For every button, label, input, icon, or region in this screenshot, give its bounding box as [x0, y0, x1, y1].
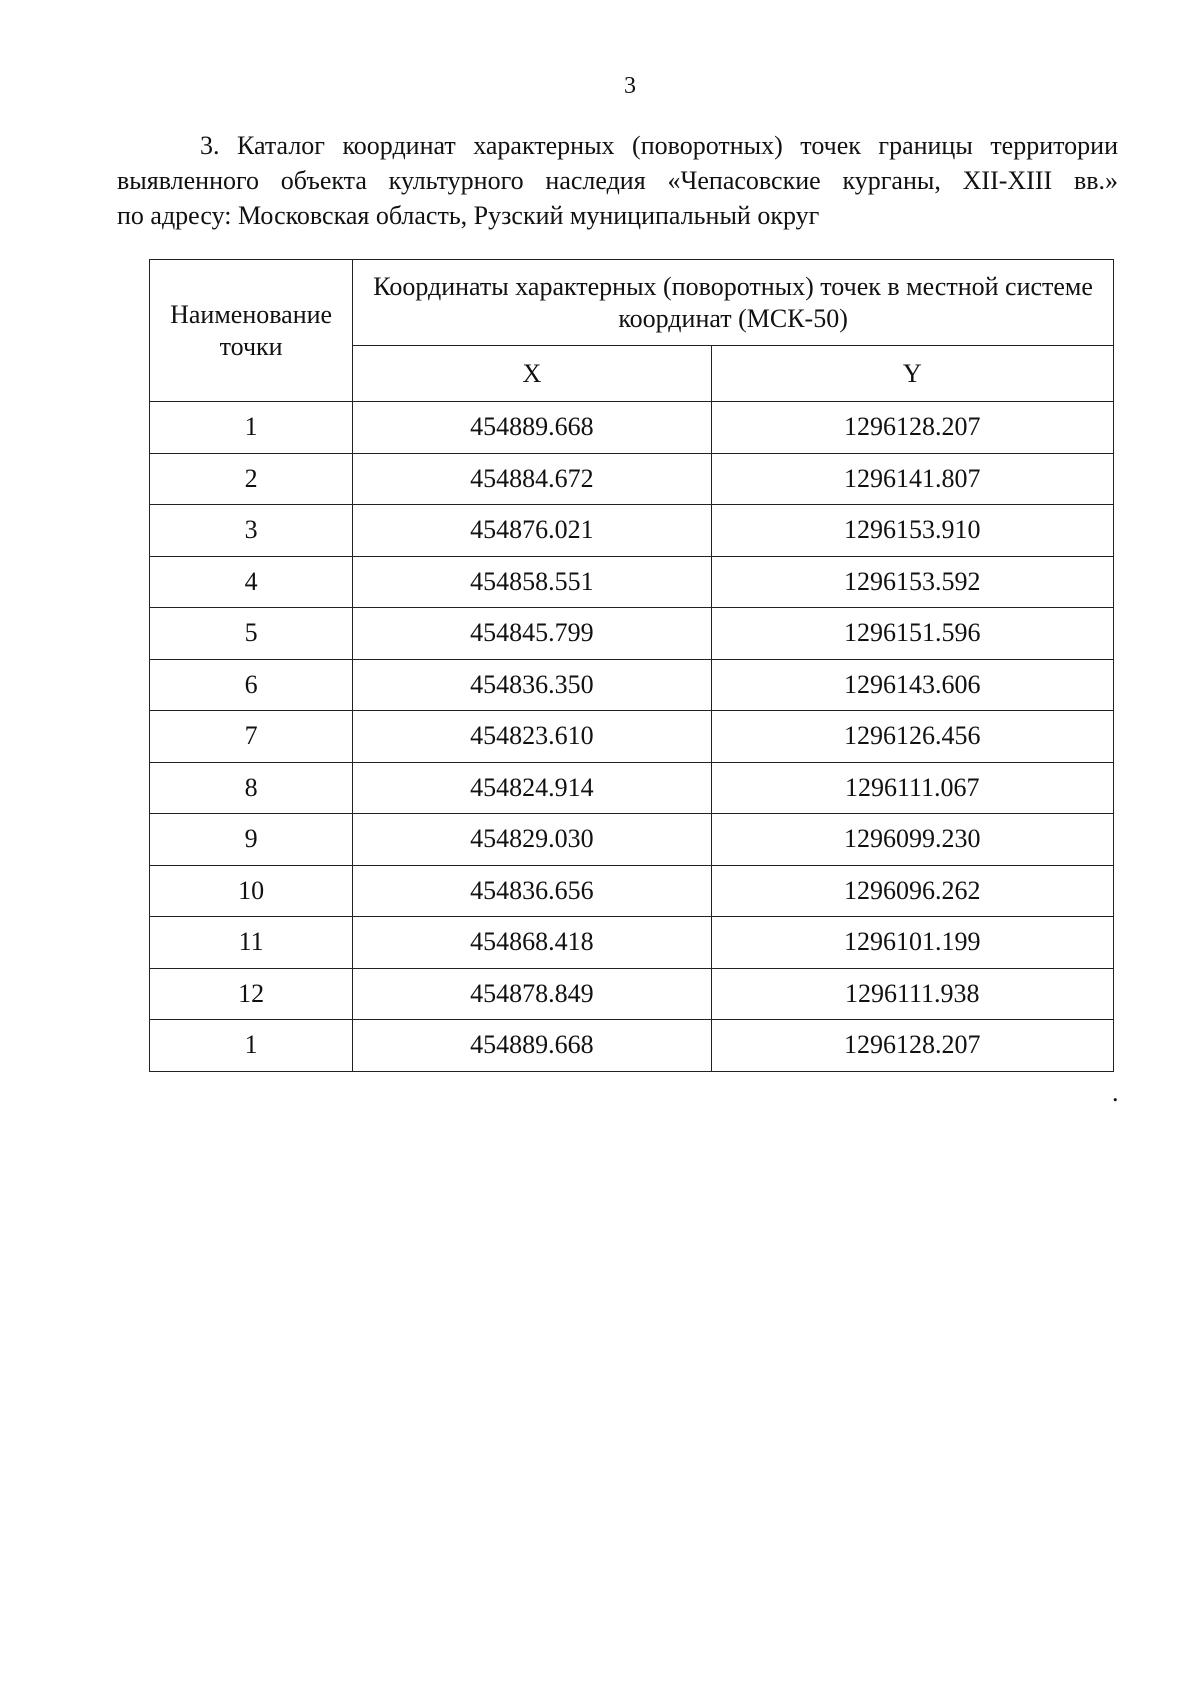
trailing-period: .	[1112, 1078, 1119, 1107]
table-row	[150, 917, 1114, 969]
point-name: 12	[150, 968, 353, 1020]
point-name: 4	[150, 556, 353, 608]
header-point-name: Наименование точки	[150, 260, 353, 402]
table-row	[150, 402, 1114, 454]
table-row	[150, 556, 1114, 608]
coord-y: 1296111.067	[711, 762, 1113, 814]
coord-y: 1296143.606	[711, 659, 1113, 711]
coord-y: 1296096.262	[711, 865, 1113, 917]
point-name: 10	[150, 865, 353, 917]
point-name: 6	[150, 659, 353, 711]
point-name: 5	[150, 608, 353, 660]
table-row	[150, 865, 1114, 917]
table-row	[150, 505, 1114, 557]
coordinates-table	[149, 259, 1114, 1072]
coord-y: 1296151.596	[711, 608, 1113, 660]
table-row	[150, 608, 1114, 660]
coord-y: 1296153.910	[711, 505, 1113, 557]
coord-x: 454876.021	[353, 505, 711, 557]
heading-line-1: 3. Каталог координат характерных (поворотных) точек границы территории	[200, 131, 1118, 160]
coord-x: 454884.672	[353, 453, 711, 505]
page-number: 3	[624, 73, 636, 99]
coord-x: 454823.610	[353, 711, 711, 763]
coord-y: 1296128.207	[711, 1020, 1113, 1072]
coord-x: 454845.799	[353, 608, 711, 660]
heading-line-3: по адресу: Московская область, Рузский муниципальный округ	[117, 201, 820, 230]
coord-x: 454836.656	[353, 865, 711, 917]
point-name: 8	[150, 762, 353, 814]
coord-x: 454858.551	[353, 556, 711, 608]
table-row	[150, 814, 1114, 866]
point-name: 7	[150, 711, 353, 763]
coord-y: 1296141.807	[711, 453, 1113, 505]
table-row	[150, 659, 1114, 711]
coord-y: 1296153.592	[711, 556, 1113, 608]
coord-y: 1296128.207	[711, 402, 1113, 454]
table-row	[150, 1020, 1114, 1072]
table-row	[150, 762, 1114, 814]
coord-y: 1296099.230	[711, 814, 1113, 866]
coord-x: 454824.914	[353, 762, 711, 814]
point-name: 1	[150, 402, 353, 454]
table-row	[150, 453, 1114, 505]
coord-x: 454836.350	[353, 659, 711, 711]
coord-x: 454829.030	[353, 814, 711, 866]
point-name: 3	[150, 505, 353, 557]
coord-x: 454868.418	[353, 917, 711, 969]
point-name: 11	[150, 917, 353, 969]
point-name: 9	[150, 814, 353, 866]
heading-line-2: выявленного объекта культурного наследия «Чепасовские курганы, XII-XIII вв.»	[117, 166, 1118, 195]
catalog-heading	[117, 128, 1118, 233]
coord-x: 454889.668	[353, 1020, 711, 1072]
header-x: X	[353, 346, 711, 402]
header-coordinates: Координаты характерных (поворотных) точек в местной системе координат (МСК-50)	[353, 260, 1114, 346]
coord-y: 1296101.199	[711, 917, 1113, 969]
point-name: 1	[150, 1020, 353, 1072]
table-row	[150, 968, 1114, 1020]
table-row	[150, 711, 1114, 763]
coord-y: 1296111.938	[711, 968, 1113, 1020]
coord-x: 454878.849	[353, 968, 711, 1020]
coord-y: 1296126.456	[711, 711, 1113, 763]
coord-x: 454889.668	[353, 402, 711, 454]
point-name: 2	[150, 453, 353, 505]
header-y: Y	[711, 346, 1113, 402]
